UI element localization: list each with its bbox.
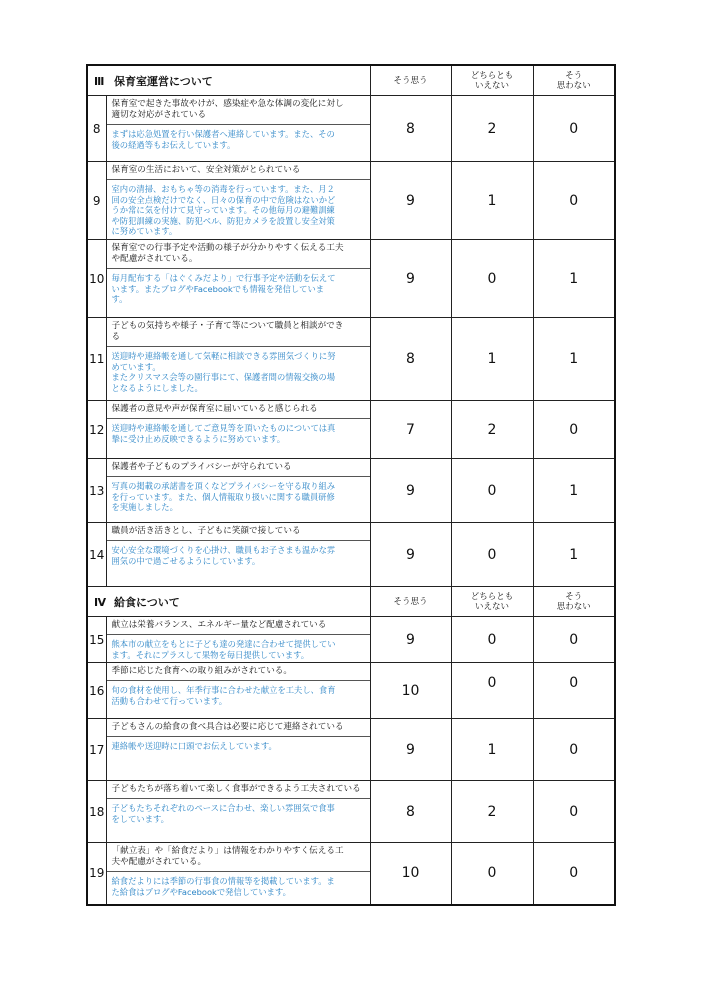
count-agree: 10: [370, 843, 451, 905]
header-agree: そう思う: [370, 587, 451, 617]
question-number: 9: [87, 162, 106, 240]
count-agree: 10: [370, 663, 451, 719]
question-cell: [106, 617, 370, 663]
count-neutral: 0: [451, 843, 533, 905]
section-number: Ⅳ: [94, 595, 107, 609]
count-disagree: 1: [533, 240, 615, 318]
question-text: 季節に応じた食育への取り組みがされている。: [107, 663, 370, 681]
question-cell: [106, 523, 370, 587]
section-title-text: 保育室運営について: [114, 74, 213, 88]
facility-response: 連絡帳や送迎時に口頭でお伝えしています。: [111, 741, 277, 751]
header-neutral: どちらとも いえない: [451, 587, 533, 617]
question-row: [87, 617, 615, 663]
count-neutral: 2: [451, 401, 533, 459]
count-agree: 9: [370, 459, 451, 523]
count-disagree: 0: [533, 162, 615, 240]
question-number: 16: [87, 663, 106, 719]
question-row: [87, 843, 615, 905]
count-disagree: 0: [533, 719, 615, 781]
facility-response: 熊本市の献立をもとに子ども達の発達に合わせて提供してい ます。それにプラスして果物を毎日提供しています。: [111, 639, 336, 660]
count-neutral: 2: [451, 96, 533, 162]
question-cell: [106, 96, 370, 162]
count-agree: 9: [370, 162, 451, 240]
question-number: 17: [87, 719, 106, 781]
count-agree: 9: [370, 523, 451, 587]
count-disagree: 0: [533, 663, 615, 719]
facility-response: 安心安全な環境づくりを心掛け、職員もお子さまも温かな雰 囲気の中で過ごせるようにしています。: [111, 545, 336, 566]
facility-response: 送迎時や連絡帳を通して気軽に相談できる雰囲気づくりに努 めています。 またクリスマス会等の園行事にて、保護者間の情報交換の場 となるようにしました。: [111, 351, 336, 393]
question-cell: [106, 781, 370, 843]
count-disagree: 1: [533, 523, 615, 587]
question-row: [87, 459, 615, 523]
section-title-text: 給食について: [114, 595, 180, 609]
question-cell: [106, 318, 370, 401]
question-cell: [106, 459, 370, 523]
count-agree: 9: [370, 240, 451, 318]
section-header-row: [87, 587, 615, 617]
question-text: 子どもたちが落ち着いて楽しく食事ができるよう工夫されている: [107, 781, 370, 799]
facility-response: 給食だよりには季節の行事食の情報等を掲載しています。ま た給食はブログやFacebookで発信しています。: [111, 876, 335, 897]
count-agree: 7: [370, 401, 451, 459]
facility-response: 子どもたちそれぞれのペースに合わせ、楽しい雰囲気で食事 をしています。: [111, 803, 335, 824]
question-row: [87, 523, 615, 587]
question-text: 子どもさんの給食の食べ具合は必要に応じて連絡されている: [107, 719, 370, 737]
question-text: 献立は栄養バランス、エネルギー量など配慮されている: [107, 617, 370, 635]
question-text: 保護者の意見や声が保育室に届いていると感じられる: [107, 401, 370, 419]
count-disagree: 0: [533, 781, 615, 843]
question-row: [87, 96, 615, 162]
section-number: Ⅲ: [94, 74, 105, 88]
header-disagree: そう 思わない: [533, 65, 615, 96]
count-neutral: 0: [451, 617, 533, 663]
question-number: 19: [87, 843, 106, 905]
question-text: 子どもの気持ちや様子・子育て等について職員と相談ができ る: [107, 318, 370, 347]
question-number: 18: [87, 781, 106, 843]
question-cell: [106, 843, 370, 905]
section-title: [87, 587, 370, 617]
count-disagree: 0: [533, 401, 615, 459]
count-neutral: 0: [451, 459, 533, 523]
question-cell: [106, 719, 370, 781]
count-agree: 9: [370, 719, 451, 781]
question-number: 8: [87, 96, 106, 162]
facility-response: まずは応急処置を行い保護者へ連絡しています。また、その 後の経過等もお伝えしています。: [111, 129, 335, 150]
count-neutral: 2: [451, 781, 533, 843]
count-neutral: 1: [451, 719, 533, 781]
question-number: 13: [87, 459, 106, 523]
question-row: [87, 240, 615, 318]
question-row: [87, 401, 615, 459]
header-neutral: どちらとも いえない: [451, 65, 533, 96]
question-text: 保育室で起きた事故やけが、感染症や急な体調の変化に対し 適切な対応がされている: [107, 96, 370, 125]
count-disagree: 0: [533, 617, 615, 663]
section-title: [87, 65, 370, 96]
count-disagree: 1: [533, 459, 615, 523]
question-cell: [106, 663, 370, 719]
question-row: [87, 781, 615, 843]
question-row: [87, 162, 615, 240]
question-cell: [106, 162, 370, 240]
count-neutral: 0: [451, 663, 533, 719]
header-disagree: そう 思わない: [533, 587, 615, 617]
header-agree: そう思う: [370, 65, 451, 96]
section-header-row: [87, 65, 615, 96]
question-text: 保育室での行事予定や活動の様子が分かりやすく伝える工夫 や配慮がされている。: [107, 240, 370, 269]
count-neutral: 1: [451, 162, 533, 240]
question-number: 11: [87, 318, 106, 401]
count-disagree: 0: [533, 843, 615, 905]
count-neutral: 0: [451, 240, 533, 318]
facility-response: 旬の食材を使用し、年季行事に合わせた献立を工夫し、食育 活動も合わせて行っています。: [111, 685, 336, 706]
facility-response: 写真の掲載の承諾書を頂くなどプライバシーを守る取り組み を行っています。また、個人情報取り扱いに関する職員研修 を実施しました。: [111, 481, 336, 512]
count-disagree: 1: [533, 318, 615, 401]
question-text: 「献立表」や「給食だより」は情報をわかりやすく伝える工 夫や配慮がされている。: [107, 843, 370, 872]
question-number: 10: [87, 240, 106, 318]
question-number: 14: [87, 523, 106, 587]
facility-response: 毎月配布する「はぐくみだより」で行事予定や活動を伝えて います。またブログやFacebookでも情報を発信していま す。: [111, 273, 336, 304]
count-agree: 8: [370, 96, 451, 162]
question-number: 15: [87, 617, 106, 663]
facility-response: 室内の清掃、おもちゃ等の消毒を行っています。また、月２ 回の安全点検だけでなく、日々の保育の中で危険はないかど うか常に気を付けて見守っています。その他毎月の避難訓練 や防犯訓練の実施、防犯ベル、防犯カメラを設置し安全対策 に努めています。: [111, 184, 336, 236]
count-agree: 8: [370, 781, 451, 843]
question-number: 12: [87, 401, 106, 459]
count-neutral: 0: [451, 523, 533, 587]
count-agree: 9: [370, 617, 451, 663]
question-row: [87, 663, 615, 719]
count-agree: 8: [370, 318, 451, 401]
question-text: 保育室の生活において、安全対策がとられている: [107, 162, 370, 180]
count-disagree: 0: [533, 96, 615, 162]
question-text: 職員が活き活きとし、子どもに笑顔で接している: [107, 523, 370, 541]
facility-response: 送迎時や連絡帳を通してご意見等を頂いたものについては真 摯に受け止め反映できるように努めています。: [111, 423, 336, 444]
question-row: [87, 318, 615, 401]
question-text: 保護者や子どものプライバシーが守られている: [107, 459, 370, 477]
count-neutral: 1: [451, 318, 533, 401]
question-row: [87, 719, 615, 781]
survey-table: [86, 64, 616, 906]
question-cell: [106, 240, 370, 318]
question-cell: [106, 401, 370, 459]
